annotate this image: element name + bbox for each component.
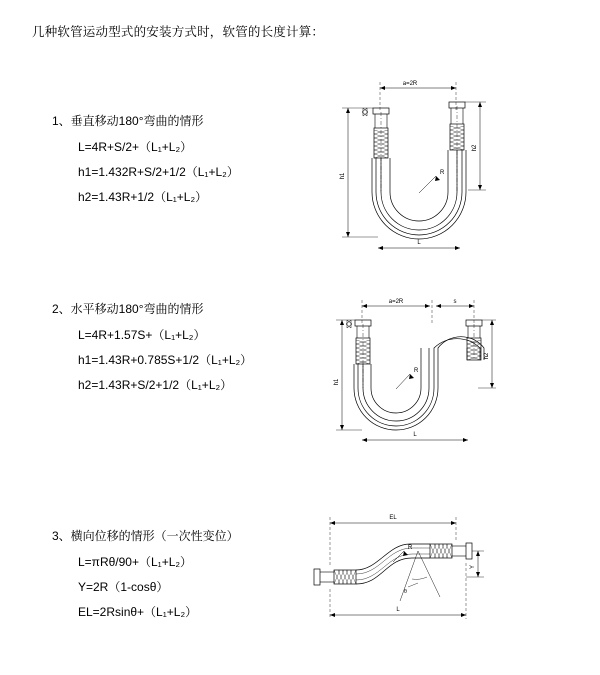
- figure-3-lateral-offset: [300, 505, 490, 635]
- section-2-formula-1: L=4R+1.57S+（L₁+L₂）: [78, 328, 206, 342]
- figure-3-radius-label: R: [408, 545, 413, 551]
- figure-2-h1-label: h1: [334, 378, 340, 386]
- section-3-formula-2: Y=2R（1-cosθ）: [78, 580, 169, 594]
- figure-3-length-label: L: [396, 607, 400, 613]
- figure-1-h1-label: h1: [340, 172, 346, 180]
- section-1-title: 1、垂直移动180°弯曲的情形: [52, 114, 204, 128]
- figure-2-length-label: L: [413, 432, 417, 438]
- figure-2-h2-label: h2: [484, 352, 490, 360]
- section-2-text: [52, 300, 252, 401]
- section-3-formula-1: L=πRθ/90+（L₁+L₂）: [78, 555, 193, 569]
- section-1-formula-1: L=4R+S/2+（L₁+L₂）: [78, 140, 193, 154]
- figure-1-length-label: L: [417, 240, 421, 246]
- figure-3-el-label: EL: [389, 515, 397, 521]
- section-2-formula-2: h1=1.43R+0.785S+1/2（L₁+L₂）: [78, 353, 253, 367]
- figure-1-h2-label: h2: [472, 144, 478, 152]
- figure-1-top-dim-label: a=2R: [402, 81, 418, 87]
- figure-2-svg: [318, 290, 498, 450]
- figure-3-y-label: Y: [470, 564, 476, 570]
- page-title: 几种软管运动型式的安装方式时，软管的长度计算：: [32, 25, 325, 39]
- section-1-formula-3: h2=1.43R+1/2（L₁+L₂）: [78, 190, 208, 204]
- section-2-title: 2、水平移动180°弯曲的情形: [52, 302, 204, 316]
- figure-3-angle-label: θ: [404, 589, 407, 595]
- section-3-text: [52, 527, 239, 628]
- figure-1-vertical-180-bend: [318, 72, 498, 262]
- section-1-text: [52, 112, 239, 213]
- section-2-formula-3: h2=1.43R+S/2+1/2（L₁+L₂）: [78, 378, 233, 392]
- figure-2-radius-label: R: [414, 368, 419, 374]
- figure-2-top-dim2-label: s: [453, 299, 457, 305]
- figure-2-horizontal-180-bend: [318, 290, 498, 450]
- section-1-formula-2: h1=1.432R+S/2+1/2（L₁+L₂）: [78, 165, 239, 179]
- section-3-formula-3: EL=2Rsinθ+（L₁+L₂）: [78, 605, 198, 619]
- figure-1-svg: [318, 72, 498, 262]
- figure-1-radius-label: R: [440, 170, 445, 176]
- figure-2-top-dim-label: a=2R: [388, 299, 404, 305]
- figure-3-svg: [300, 505, 490, 635]
- section-3-title: 3、横向位移的情形（一次性变位）: [52, 529, 239, 543]
